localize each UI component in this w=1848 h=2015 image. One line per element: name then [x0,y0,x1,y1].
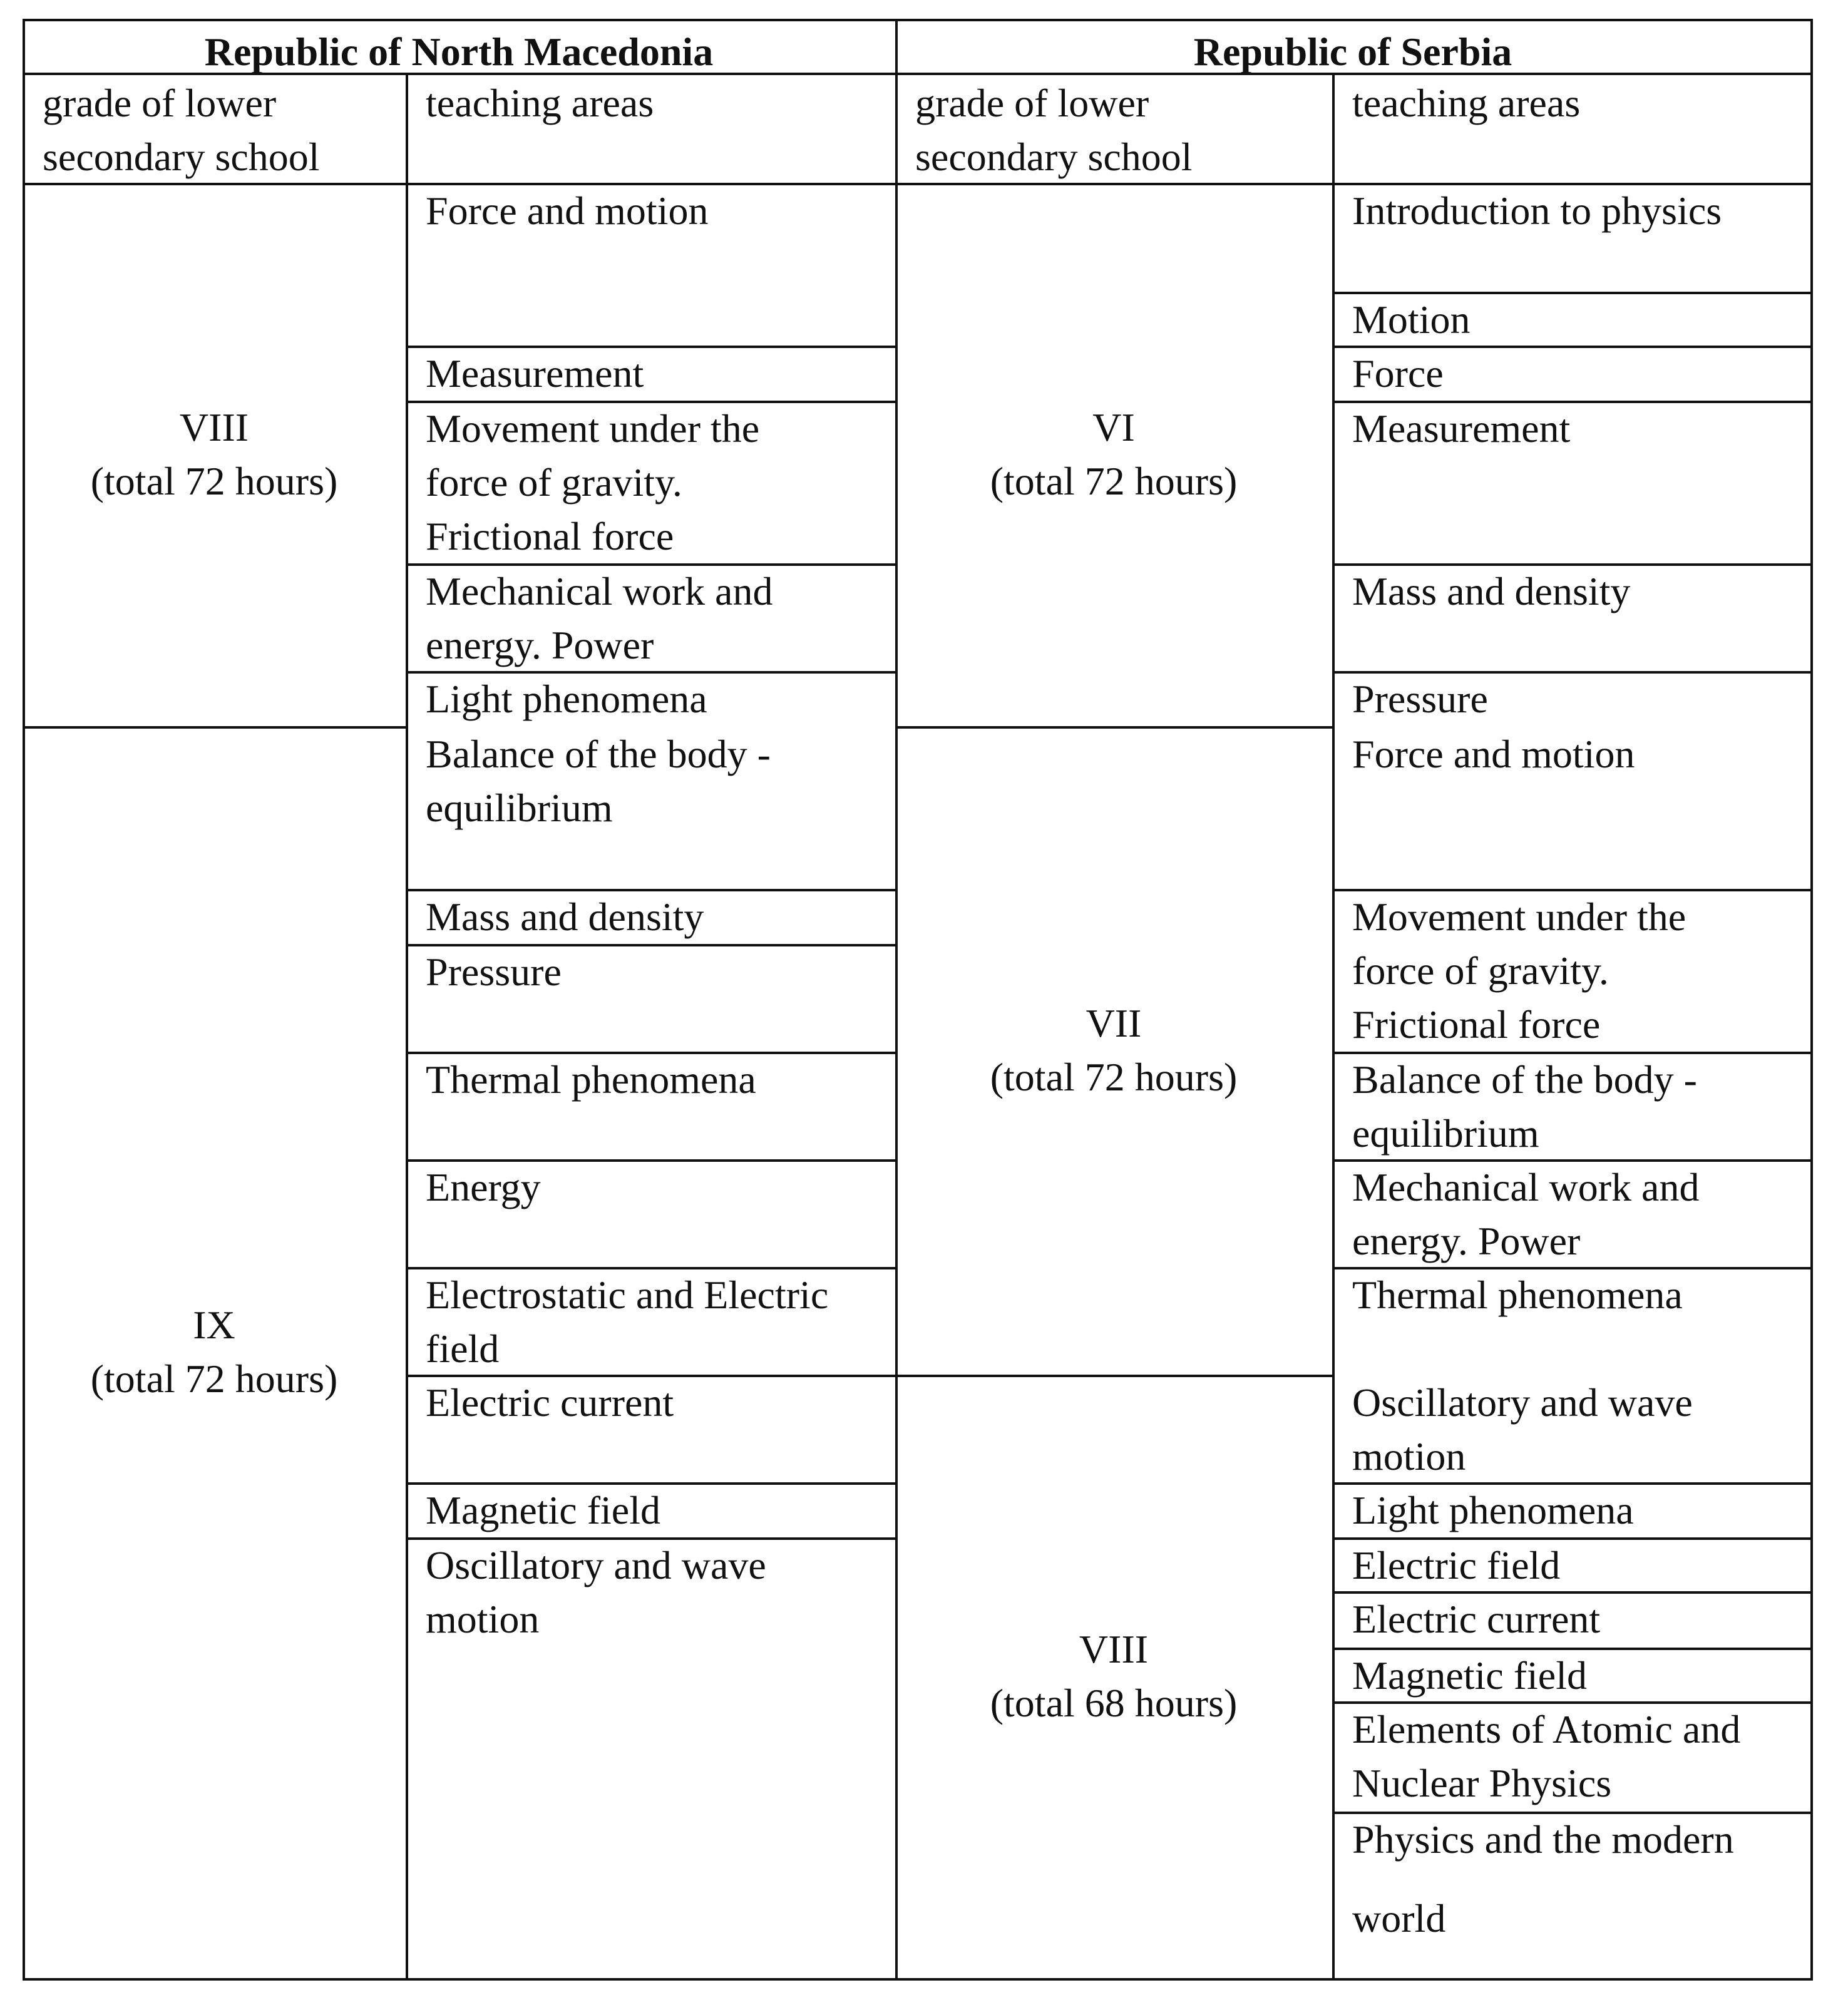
teaching-area: Pressure [1352,677,1488,721]
mac-grade-hours: (total 72 hours) [90,1356,338,1401]
ser-grade-VI: VI [1092,405,1135,449]
teaching-area: Force and motion [426,188,709,233]
teaching-area: Measurement [1352,406,1571,451]
teaching-area: Electric current [1352,1597,1601,1641]
teaching-area: Thermal phenomena [1352,1273,1683,1317]
teaching-area: Force [1352,351,1444,396]
column-divider [1332,73,1335,1978]
teaching-area: Electric current [426,1380,674,1425]
teaching-area: Mechanical work and [426,569,773,613]
teaching-area: Electric field [1352,1543,1561,1587]
teaching-area: Nuclear Physics [1352,1761,1612,1805]
teaching-area: Physics and the modern [1352,1817,1734,1862]
grade-column-header: secondary school [43,135,320,179]
teaching-area: Magnetic field [1352,1653,1587,1698]
teaching-area: Movement under the [426,406,760,451]
teaching-area: Light phenomena [426,677,707,721]
teaching-area: Energy [426,1165,541,1209]
teaching-area: world [1352,1896,1446,1941]
teaching-area: Elements of Atomic and [1352,1707,1741,1751]
grade-column-header: secondary school [915,135,1193,179]
ser-grade-hours: (total 68 hours) [990,1681,1238,1725]
mac-grade-hours: (total 72 hours) [90,459,338,503]
country-header-serbia: Republic of Serbia [1193,29,1512,74]
mac-grade-IX: IX [193,1303,235,1347]
grade-column-header: grade of lower [915,81,1149,125]
table-right-border [1810,19,1813,1981]
teaching-area: Oscillatory and wave [1352,1380,1693,1425]
grade-rule [895,1375,1332,1377]
teaching-area: Pressure [426,950,562,994]
teaching-area: energy. Power [1352,1219,1581,1263]
teaching-area: Balance of the body - [426,732,771,776]
teaching-area: energy. Power [426,623,654,667]
teaching-area: motion [1352,1434,1466,1479]
teaching-area: Frictional force [426,514,674,558]
teaching-area: Measurement [426,351,644,396]
teaching-area: Movement under the [1352,895,1686,939]
mac-grade-VIII: VIII [179,405,249,449]
teaching-area: force of gravity. [426,460,682,505]
areas-column-header: teaching areas [1352,81,1581,125]
teaching-area: Motion [1352,297,1471,342]
teaching-area: Force and motion [1352,732,1635,776]
table-top-border [23,19,1813,21]
teaching-area: force of gravity. [1352,948,1609,993]
grade-column-header: grade of lower [43,81,277,125]
table-left-border [23,19,25,1981]
teaching-area: Magnetic field [426,1488,660,1532]
ser-grade-hours: (total 72 hours) [990,1055,1238,1099]
teaching-area: Thermal phenomena [426,1057,756,1102]
table-bottom-border [23,1978,1813,1981]
teaching-area: Mass and density [426,895,704,939]
ser-grade-hours: (total 72 hours) [990,459,1238,503]
teaching-area: Introduction to physics [1352,188,1722,233]
column-divider [406,73,408,1978]
teaching-area: Mass and density [1352,569,1631,613]
teaching-area: Electrostatic and Electric [426,1273,829,1317]
teaching-area: Mechanical work and [1352,1165,1700,1209]
teaching-area: Oscillatory and wave [426,1543,766,1587]
grade-rule [895,726,1332,729]
teaching-area: equilibrium [426,786,613,830]
teaching-area: motion [426,1597,540,1641]
ser-grade-VII: VII [1086,1001,1142,1045]
ser-grade-VIII: VIII [1079,1627,1149,1671]
country-header-macedonia: Republic of North Macedonia [204,29,714,74]
teaching-area: Balance of the body - [1352,1057,1697,1102]
teaching-area: Light phenomena [1352,1488,1634,1532]
grade-rule [23,726,406,729]
areas-column-header: teaching areas [426,81,654,125]
teaching-area: field [426,1326,500,1371]
teaching-area: Frictional force [1352,1002,1601,1047]
teaching-area: equilibrium [1352,1111,1539,1156]
